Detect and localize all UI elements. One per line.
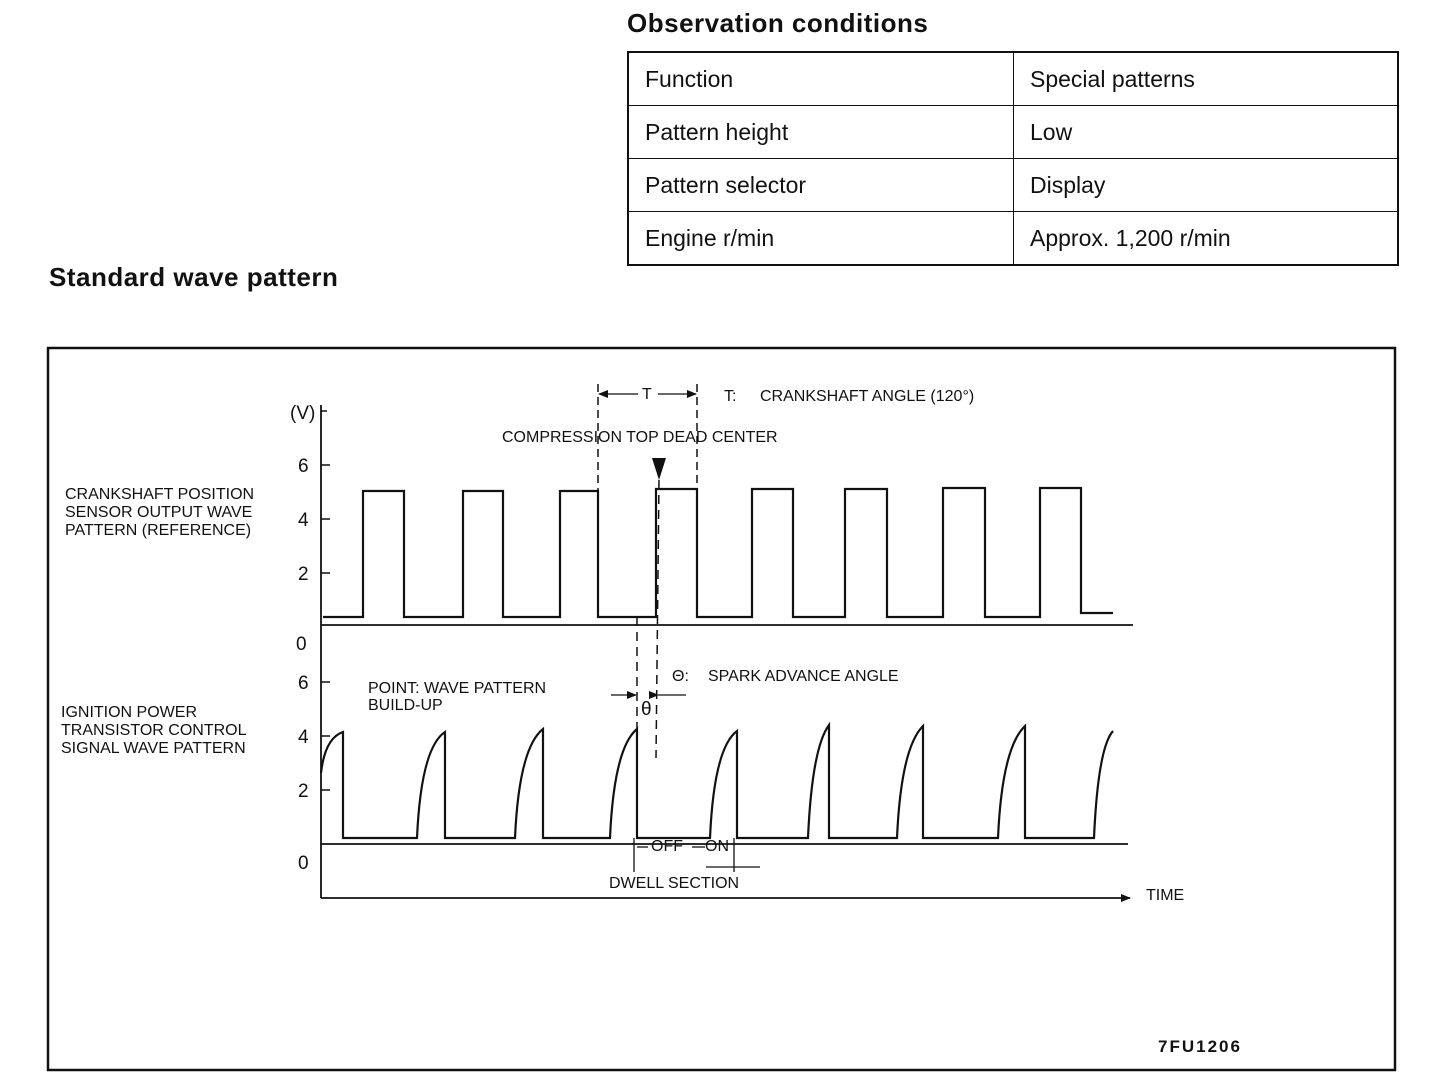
lower-tick-label: 6 <box>298 673 309 694</box>
crankshaft-label-line3: PATTERN (REFERENCE) <box>65 522 252 539</box>
point-label-line2: BUILD-UP <box>368 697 443 714</box>
spark-advance-indicator <box>611 695 686 720</box>
off-label: OFF <box>651 838 683 855</box>
condition-label: Pattern selector <box>628 159 1014 212</box>
upper-tick-label: 0 <box>296 634 307 655</box>
theta-definition-key: Θ: <box>672 668 689 685</box>
period-symbol: T <box>642 386 652 403</box>
theta-symbol: θ <box>641 699 652 720</box>
period-definition-text: CRANKSHAFT ANGLE (120°) <box>760 388 975 405</box>
condition-value: Low <box>1014 106 1399 159</box>
tdc-marker <box>652 458 666 480</box>
crankshaft-sensor-waveform <box>323 488 1113 617</box>
lower-tick-label: 0 <box>298 853 309 874</box>
tdc-label: COMPRESSION TOP DEAD CENTER <box>502 429 778 446</box>
diagram-frame <box>48 348 1395 1070</box>
upper-tick-label: 4 <box>298 510 309 531</box>
crankshaft-label-line2: SENSOR OUTPUT WAVE <box>65 504 253 521</box>
condition-value: Display <box>1014 159 1399 212</box>
lower-tick-label: 4 <box>298 727 309 748</box>
upper-tick-label: 2 <box>298 564 309 585</box>
ignition-signal-waveform <box>321 725 1113 838</box>
condition-value: Special patterns <box>1014 52 1399 106</box>
condition-label: Engine r/min <box>628 212 1014 266</box>
figure-code: 7FU1206 <box>1158 1037 1242 1056</box>
ignition-label-line3: SIGNAL WAVE PATTERN <box>61 740 246 757</box>
crankshaft-label-line1: CRANKSHAFT POSITION <box>65 486 255 503</box>
lower-tick-label: 2 <box>298 781 309 802</box>
unit-label: (V) <box>290 403 316 424</box>
ignition-label-line1: IGNITION POWER <box>61 704 197 721</box>
period-definition-key: T: <box>724 388 737 405</box>
dwell-section-label: DWELL SECTION <box>609 875 740 892</box>
condition-label: Function <box>628 52 1014 106</box>
time-label: TIME <box>1146 887 1185 904</box>
observation-conditions-heading: Observation conditions <box>627 8 929 38</box>
dwell-section-indicator <box>609 838 760 892</box>
theta-definition-text: SPARK ADVANCE ANGLE <box>708 668 899 685</box>
standard-wave-pattern-heading: Standard wave pattern <box>49 262 339 292</box>
upper-tick-label: 6 <box>298 456 309 477</box>
ignition-label-line2: TRANSISTOR CONTROL <box>61 722 247 739</box>
point-label-line1: POINT: WAVE PATTERN <box>368 680 547 697</box>
condition-label: Pattern height <box>628 106 1014 159</box>
condition-value: Approx. 1,200 r/min <box>1014 212 1399 266</box>
on-label: ON <box>705 838 729 855</box>
